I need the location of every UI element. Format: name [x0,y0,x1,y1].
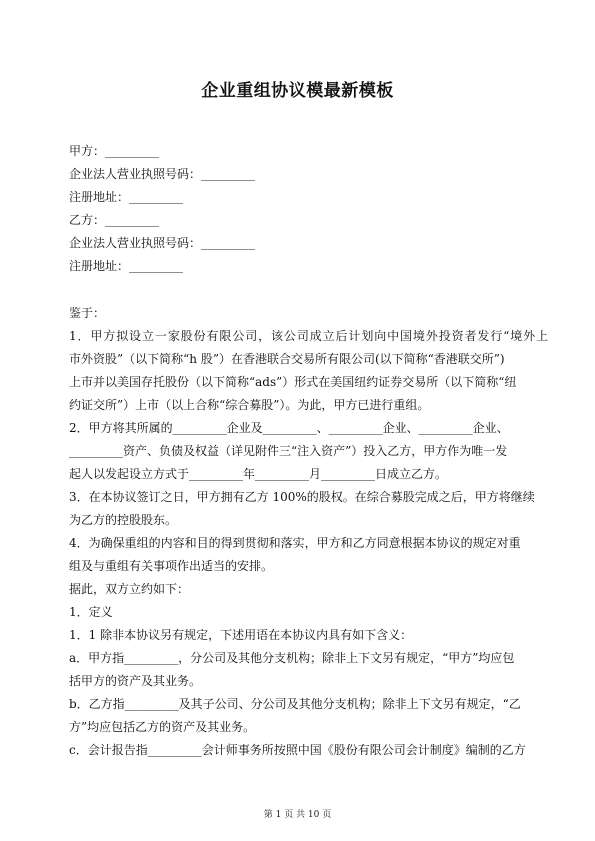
party-a-license: 企业法人营业执照号码：_________ [69,167,256,181]
whereas-heading: 鉴于： [69,306,106,320]
recital-1-line-2: 市外资股”（以下简称“h 股”）在香港联合交易所有限公司(以下简称“香港联交所”) [69,352,505,366]
recital-1-line-3: 上市并以美国存托股份（以下简称“ads”）形式在美国纽约证券交易所（以下简称“纽 [69,375,517,389]
recital-3-line-1: 3．在本协议签订之日，甲方拥有乙方 100%的股权。在综合募股完成之后，甲方将继续 [69,490,535,504]
definition-a-line-2: 括甲方的资产及其业务。 [69,674,202,688]
definition-a-line-1: a．甲方指_________，分公司及其他分支机构；除非上下文另有规定，“甲方”均应包 [69,651,515,665]
party-b-license: 企业法人营业执照号码：_________ [69,236,256,250]
recital-2-line-3: 起人以发起设立方式于_________年_________月_________日成立乙方。 [69,467,448,481]
recital-4-line-2: 组及与重组有关事项作出适当的安排。 [69,559,274,573]
section-1-1: 1．1 除非本协议另有规定，下述用语在本协议内具有如下含义： [69,628,413,642]
party-a-address: 注册地址：_________ [69,190,184,204]
recital-1-line-4: 约证交所”）上市（以上合称“综合募股”）。为此，甲方已进行重组。 [69,398,430,412]
recital-4-line-1: 4．为确保重组的内容和目的得到贯彻和落实，甲方和乙方同意根据本协议的规定对重 [69,536,521,550]
recital-2-line-2: _________资产、负债及权益（详见附件三“注入资产”）投入乙方，甲方作为唯一发 [69,444,508,458]
recital-2-line-1: 2．甲方将其所属的_________企业及_________、_________企业、_________企业、 [69,421,509,435]
agreement-intro: 据此，双方立约如下： [69,582,190,596]
definition-b-line-2: 方”均应包括乙方的资产及其业务。 [69,720,256,734]
document-title: 企业重组协议模最新模板 [201,81,394,101]
recital-3-line-2: 为乙方的控股股东。 [69,513,178,527]
definition-b-line-1: b．乙方指_________及其子公司、分公司及其他分支机构；除非上下文另有规定，“乙 [69,697,521,711]
party-a-name: 甲方：_________ [69,144,160,158]
page-footer: 第 1 页 共 10 页 [263,810,332,820]
party-b-name: 乙方：_________ [69,213,160,227]
section-1-heading: 1．定义 [69,605,113,619]
definition-c-line-1: c．会计报告指_________会计师事务所按照中国《股份有限公司会计制度》编制的乙方 [69,743,526,757]
recital-1-line-1: 1．甲方拟设立一家股份有限公司，该公司成立后计划向中国境外投资者发行“境外上 [69,329,549,343]
party-b-address: 注册地址：_________ [69,259,184,273]
